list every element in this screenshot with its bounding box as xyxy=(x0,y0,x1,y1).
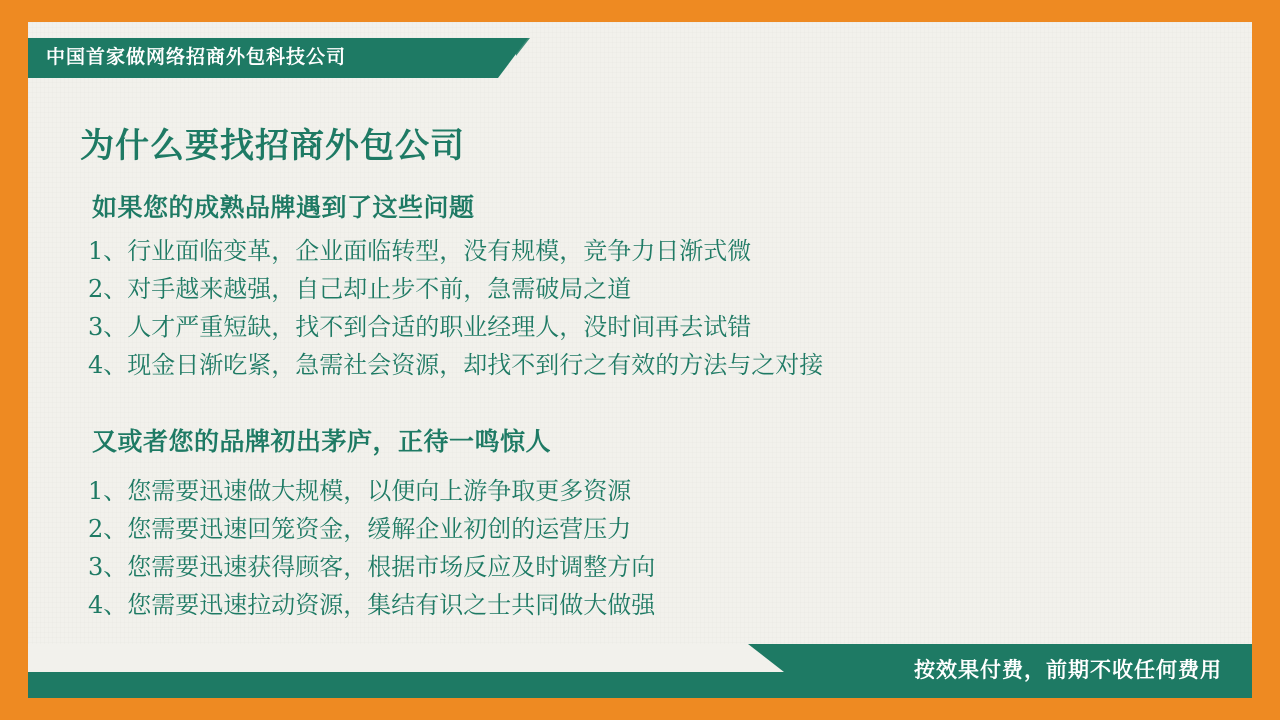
page-title: 为什么要找招商外包公司 xyxy=(80,127,465,165)
section-heading-1: 如果您的成熟品牌遇到了这些问题 xyxy=(92,194,475,222)
footer-notch-diagonal-shape xyxy=(748,644,784,672)
top-banner-label: 中国首家做网络招商外包科技公司 xyxy=(46,47,347,68)
section-heading-2: 又或者您的品牌初出茅庐，正待一鸣惊人 xyxy=(92,428,552,456)
list-item: 1、行业面临变革，企业面临转型，没有规模，竞争力日渐式微 xyxy=(88,237,752,265)
list-item: 4、现金日渐吃紧，急需社会资源，却找不到行之有效的方法与之对接 xyxy=(88,351,824,379)
footer-label: 按效果付费，前期不收任何费用 xyxy=(914,659,1222,682)
section-list-2 xyxy=(88,472,655,624)
top-banner-wedge-shape xyxy=(516,38,530,56)
footer-notch-shape xyxy=(28,644,748,672)
list-item: 2、您需要迅速回笼资金，缓解企业初创的运营压力 xyxy=(88,515,632,543)
list-item: 2、对手越来越强，自己却止步不前，急需破局之道 xyxy=(88,275,632,303)
list-item: 3、您需要迅速获得顾客，根据市场反应及时调整方向 xyxy=(88,553,656,581)
section-list-1 xyxy=(88,232,823,384)
list-item: 1、您需要迅速做大规模，以便向上游争取更多资源 xyxy=(88,477,632,505)
list-item: 3、人才严重短缺，找不到合适的职业经理人，没时间再去试错 xyxy=(88,313,752,341)
list-item: 4、您需要迅速拉动资源，集结有识之士共同做大做强 xyxy=(88,591,656,619)
